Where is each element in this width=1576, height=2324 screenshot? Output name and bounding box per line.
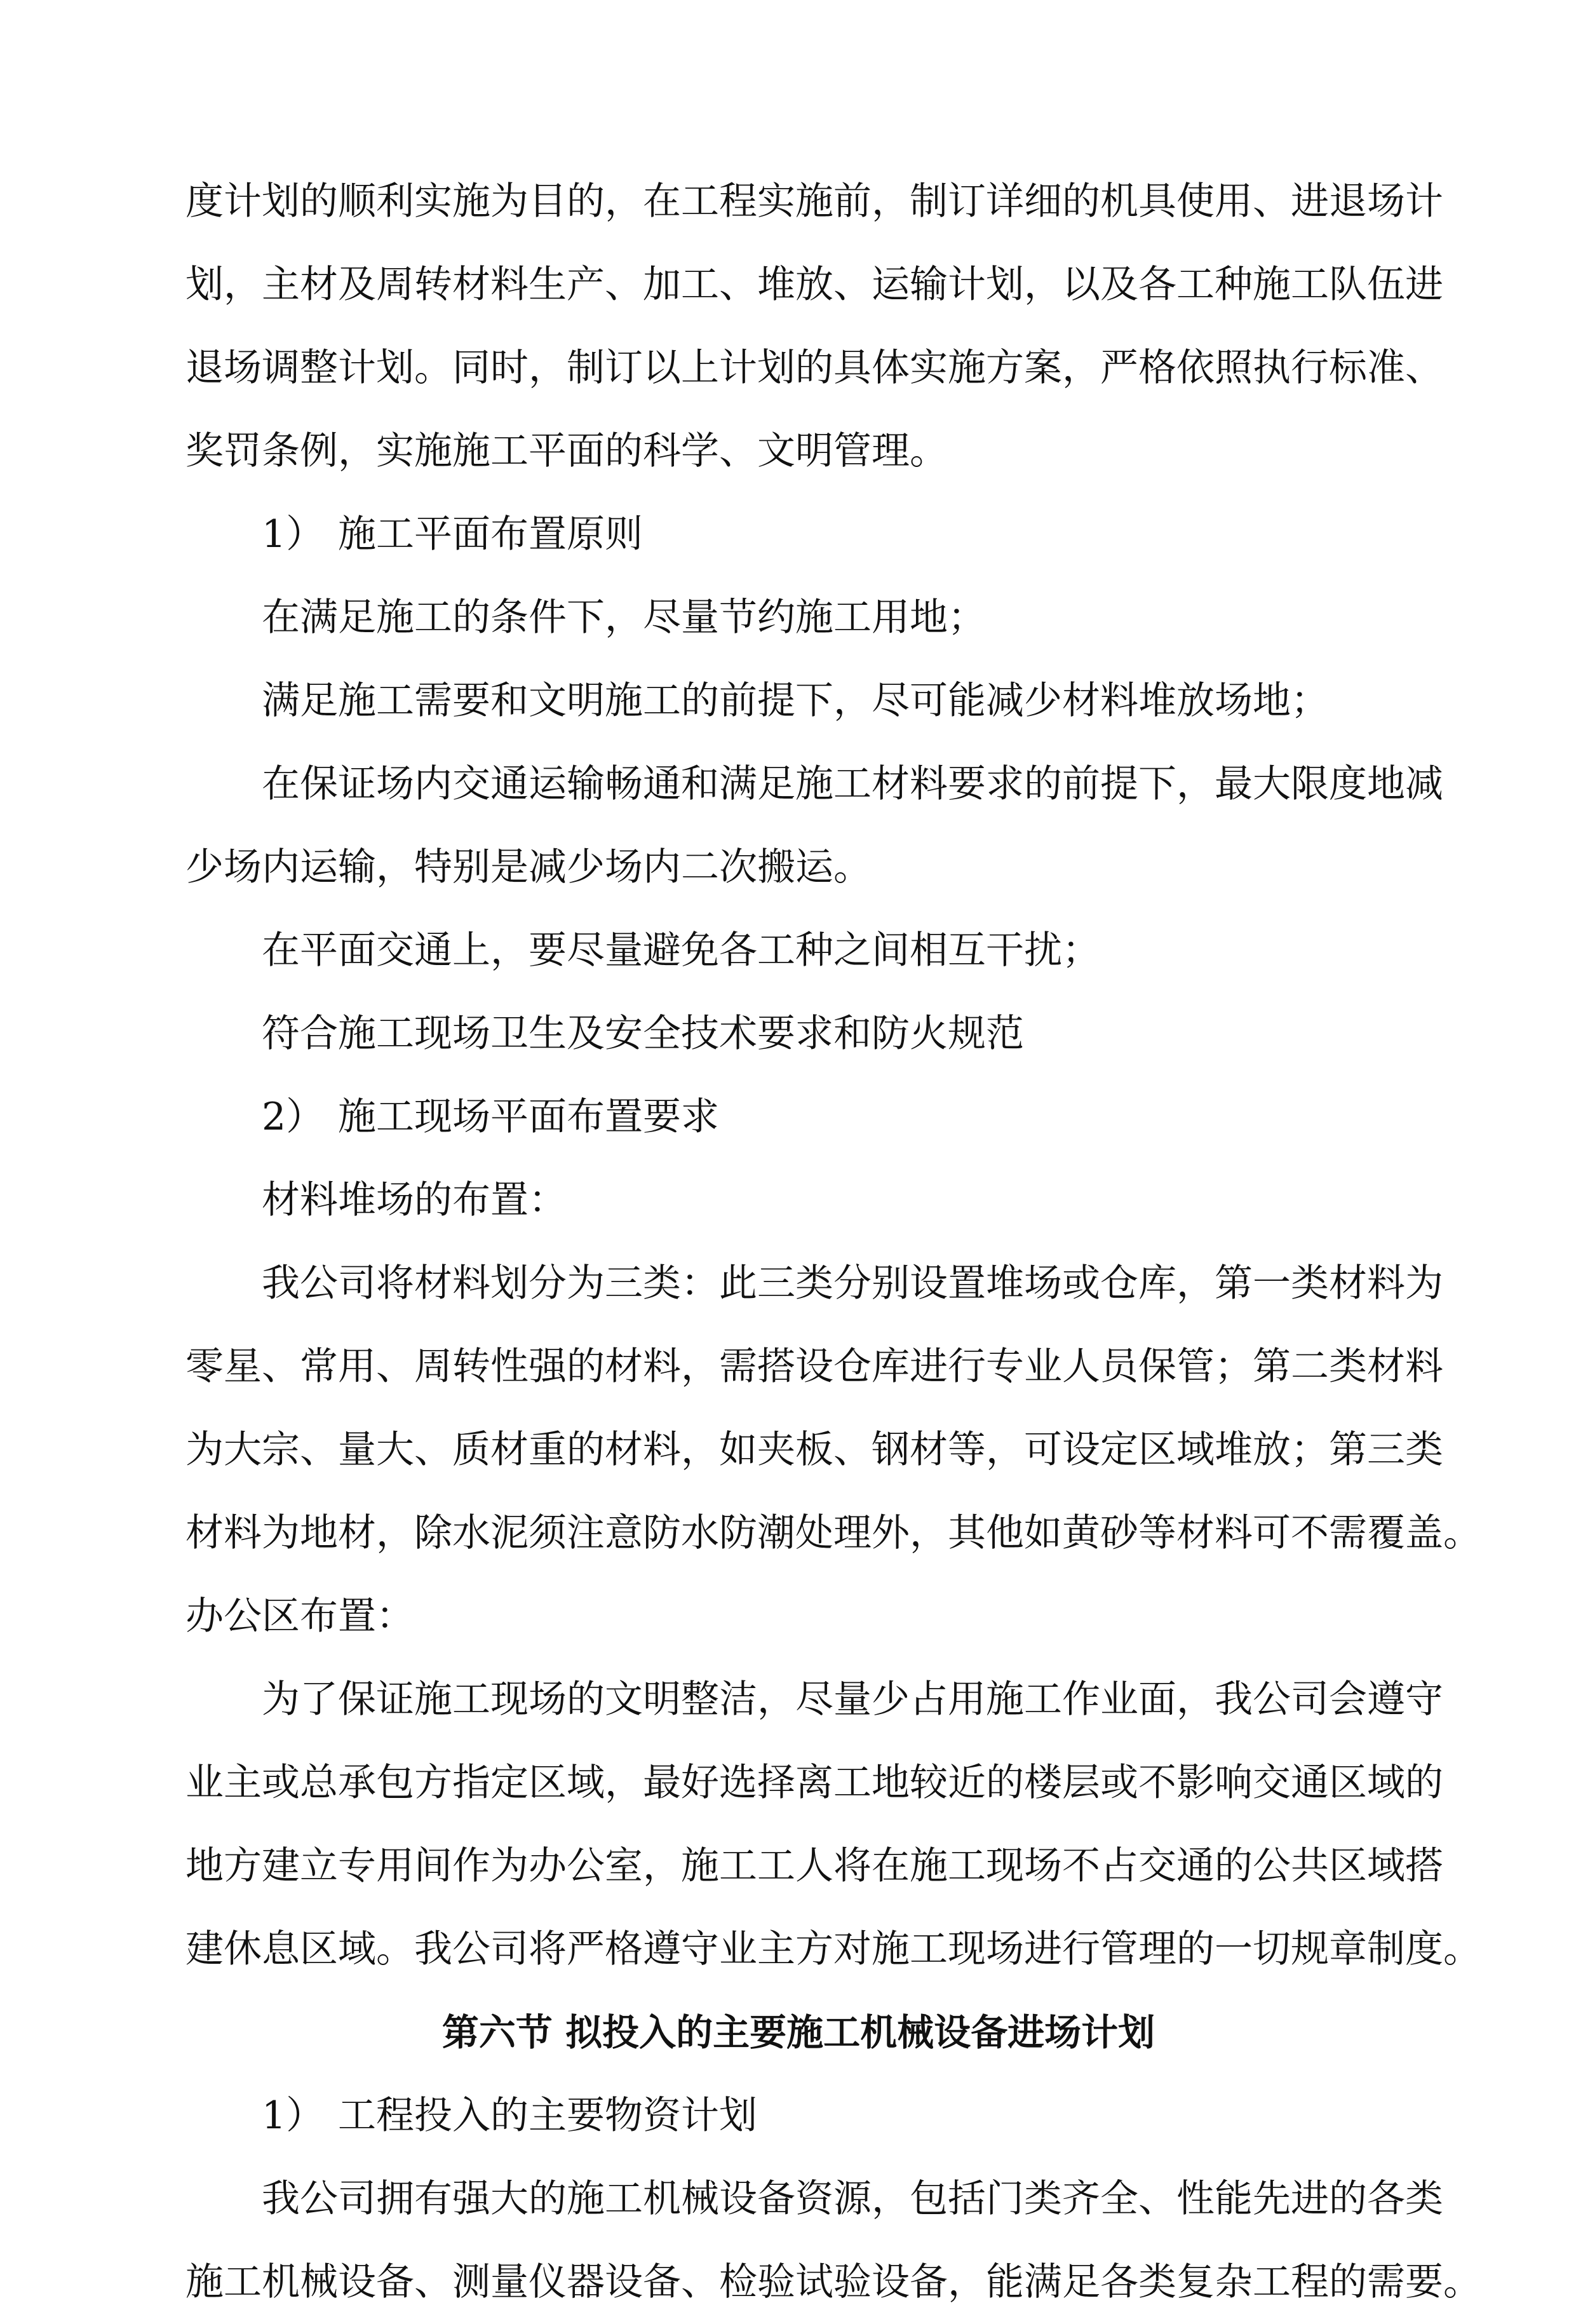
equipment-line: 我公司拥有强大的施工机械设备资源，包括门类齐全、性能先进的各类 <box>262 2177 1443 2221</box>
document-body <box>185 160 1481 2324</box>
section-number: 1） <box>262 2093 325 2138</box>
office-line: 建休息区域。我公司将严格遵守业主方对施工现场进行管理的一切规章制度。 <box>185 1927 1481 1971</box>
material-line: 为大宗、量大、质材重的材料，如夹板、钢材等，可设定区域堆放；第三类 <box>185 1428 1443 1472</box>
section-heading-material-plan <box>185 2074 1411 2158</box>
section-number: 2） <box>262 1095 325 1139</box>
paragraph-line: 划，主材及周转材料生产、加工、堆放、运输计划，以及各工种施工队伍进 <box>185 262 1443 307</box>
section-heading-layout-principles <box>185 493 1411 576</box>
material-yard-title: 材料堆场的布置： <box>262 1178 567 1222</box>
office-line: 为了保证施工现场的文明整洁，尽量少占用施工作业面，我公司会遵守 <box>262 1677 1443 1722</box>
section-heading-layout-requirements <box>185 1076 1411 1159</box>
office-line: 业主或总承包方指定区域，最好选择离工地较近的楼层或不影响交通区域的 <box>185 1760 1443 1805</box>
principle-line: 在平面交通上，要尽量避免各工种之间相互干扰； <box>262 928 1100 973</box>
material-line: 零星、常用、周转性强的材料，需搭设仓库进行专业人员保管；第二类材料 <box>185 1344 1443 1389</box>
material-line: 我公司将材料划分为三类：此三类分别设置堆场或仓库，第一类材料为 <box>262 1261 1443 1306</box>
section-number: 1） <box>262 512 325 557</box>
material-line: 材料为地材，除水泥须注意防水防潮处理外，其他如黄砂等材料可不需覆盖。 <box>185 1511 1481 1555</box>
section-title: 施工平面布置原则 <box>338 512 643 557</box>
chapter-heading: 第六节 拟投入的主要施工机械设备进场计划 <box>441 2011 1155 2054</box>
principle-line: 满足施工需要和文明施工的前提下，尽可能减少材料堆放场地； <box>262 679 1329 723</box>
paragraph-line: 度计划的顺利实施为目的，在工程实施前，制订详细的机具使用、进退场计 <box>185 179 1443 224</box>
office-area-title: 办公区布置： <box>185 1594 414 1638</box>
office-line: 地方建立专用间作为办公室，施工工人将在施工现场不占交通的公共区域搭 <box>185 1844 1443 1888</box>
equipment-line: 施工机械设备、测量仪器设备、检验试验设备，能满足各类复杂工程的需要。 <box>185 2260 1481 2304</box>
paragraph-line: 退场调整计划。同时，制订以上计划的具体实施方案，严格依照执行标准、 <box>185 346 1443 390</box>
section-title: 施工现场平面布置要求 <box>338 1095 719 1139</box>
principle-line: 在保证场内交通运输畅通和满足施工材料要求的前提下，最大限度地减 <box>262 762 1443 806</box>
section-title: 工程投入的主要物资计划 <box>338 2093 757 2138</box>
principle-line: 在满足施工的条件下，尽量节约施工用地； <box>262 595 986 640</box>
paragraph-line: 奖罚条例，实施施工平面的科学、文明管理。 <box>185 429 948 473</box>
principle-line: 符合施工现场卫生及安全技术要求和防火规范 <box>262 1011 1024 1056</box>
principle-line: 少场内运输，特别是减少场内二次搬运。 <box>185 845 872 889</box>
